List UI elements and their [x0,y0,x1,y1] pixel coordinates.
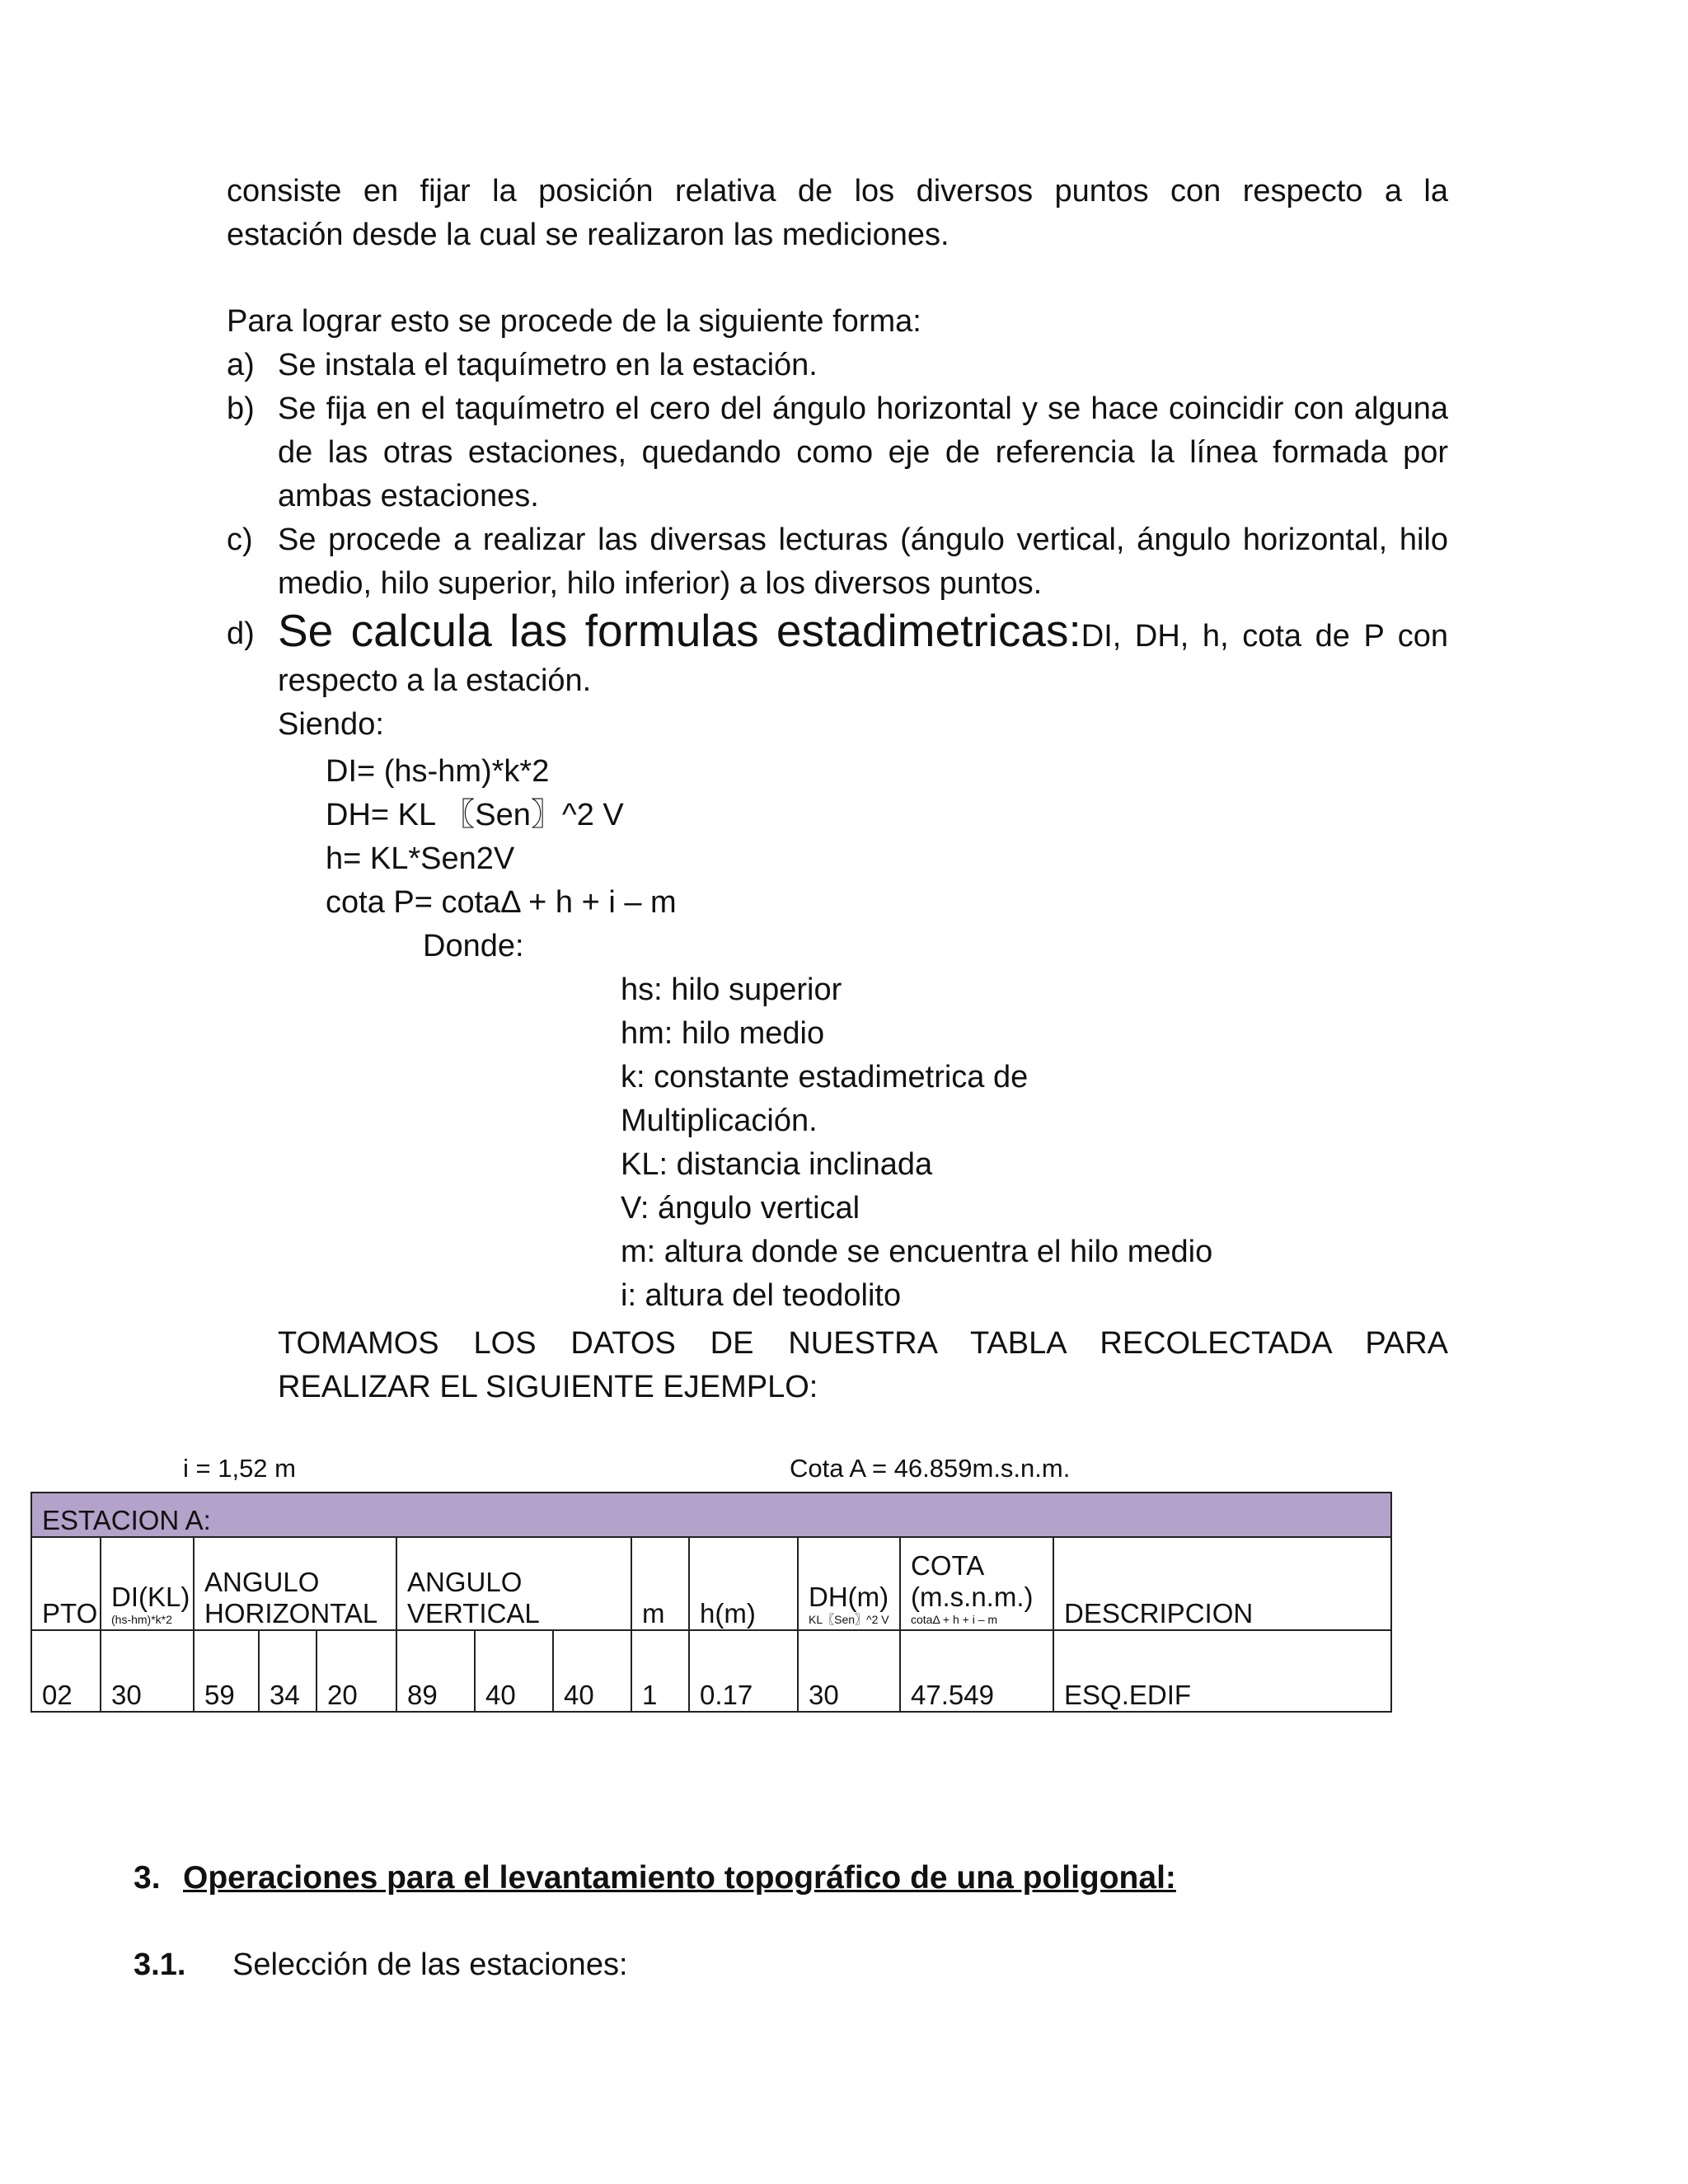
section-3-heading [134,1860,1176,1896]
list-item-c [227,518,1448,606]
station-label: ESTACION A: [31,1493,1391,1537]
tomamos-line-1: TOMAMOS LOS DATOS DE NUESTRA TABLA RECOLECTADA PARA [278,1326,1448,1361]
station-row [31,1493,1391,1537]
cell-ah-sec: 20 [316,1630,396,1712]
intro-line-1: consiste en fijar la posición relativa de los diversos puntos con respecto a la [227,174,1448,209]
list-item-d-line-1 [278,607,1448,659]
cell-ah-deg: 59 [194,1630,259,1712]
header-cota-formula: cotaΔ + h + i – m [911,1613,998,1626]
procedure-list [227,344,1448,747]
header-di-formula: (hs-hm)*k*2 [111,1613,172,1626]
header-descripcion: DESCRIPCION [1053,1537,1391,1630]
intro-paragraph [227,170,1448,257]
cell-m: 1 [631,1630,689,1712]
section-3-1-number: 3.1. [134,1947,186,1982]
list-marker: a) [227,348,255,382]
cell-av-min: 40 [475,1630,553,1712]
header-angulo-vertical [396,1537,631,1630]
list-item-text: Se procede a realizar las diversas lecturas (ángulo vertical, ángulo horizontal, hilo medio, hilo superior, hilo inferior) a los diversos puntos. [278,523,1448,601]
station-cota: Cota A = 46.859m.s.n.m. [790,1454,1071,1483]
legend-item: hm: hilo medio [621,1016,825,1051]
header-cota-mid: (m.s.n.m.) [911,1582,1034,1612]
formula-di: DI= (hs-hm)*k*2 [326,754,550,789]
header-ah-bottom: HORIZONTAL [204,1598,378,1629]
tomamos-line-2: REALIZAR EL SIGUIENTE EJEMPLO: [278,1370,818,1404]
section-3-number: 3. [134,1860,161,1896]
formula-h: h= KL*Sen2V [326,841,515,876]
header-m: m [631,1537,689,1630]
header-cota [900,1537,1053,1630]
section-3-1-heading [134,1947,628,1983]
header-dh [798,1537,900,1630]
header-dh-formula: KL〖Sen〗^2 V [809,1613,889,1626]
list-marker: b) [227,391,255,426]
survey-table [30,1492,1392,1713]
header-di-label: DI(KL) [111,1582,190,1612]
siendo-label: Siendo: [278,707,384,742]
tomamos-paragraph [278,1322,1448,1409]
legend-item: Multiplicación. [621,1104,818,1138]
donde-label: Donde: [423,929,524,963]
cell-av-sec: 40 [553,1630,631,1712]
header-cota-top: COTA [911,1550,985,1581]
list-item-d-line-2: respecto a la estación. [278,663,592,698]
header-angulo-horizontal [194,1537,396,1630]
list-item-d-rest-text: DI, DH, h, cota de P con [1081,619,1448,654]
header-ah-top: ANGULO [204,1567,320,1597]
procedure-lead: Para lograr esto se procede de la siguiente forma: [227,304,921,339]
cell-cota: 47.549 [900,1630,1053,1712]
legend-item: hs: hilo superior [621,972,842,1007]
instrument-height: i = 1,52 m [183,1454,296,1483]
cell-descripcion: ESQ.EDIF [1053,1630,1391,1712]
list-item-a [227,344,1448,387]
cell-ah-min: 34 [259,1630,316,1712]
header-av-bottom: VERTICAL [407,1598,540,1629]
list-item-text: Se instala el taquímetro en la estación. [278,348,818,382]
header-dh-label: DH(m) [809,1582,889,1612]
cell-dh: 30 [798,1630,900,1712]
legend-item: m: altura donde se encuentra el hilo medio [621,1235,1213,1269]
formula-list [326,750,677,925]
list-item-text: Se fija en el taquímetro el cero del ángulo horizontal y se hace coincidir con alguna de las otras estaciones, quedando como eje de referencia la línea formada por ambas estaciones. [278,391,1448,513]
table-header-row [31,1537,1391,1630]
header-h: h(m) [689,1537,798,1630]
list-item-d [227,607,1448,747]
list-marker: c) [227,523,253,557]
header-di [101,1537,194,1630]
cell-av-deg: 89 [396,1630,475,1712]
cell-di: 30 [101,1630,194,1712]
header-av-top: ANGULO [407,1567,523,1597]
list-item-b [227,387,1448,518]
section-3-1-title: Selección de las estaciones: [232,1947,628,1982]
legend-item: i: altura del teodolito [621,1278,902,1313]
cell-h: 0.17 [689,1630,798,1712]
formula-dh: DH= KL 〖Sen〗^2 V [326,798,624,832]
list-item-d-big-text: Se calcula las formulas estadimetricas: [278,605,1081,656]
section-3-title: Operaciones para el levantamiento topográfico de una poligonal: [183,1860,1176,1896]
variable-legend [621,968,1212,1318]
list-marker: d) [227,616,255,651]
legend-item: V: ángulo vertical [621,1191,860,1226]
formula-cota: cota P= cotaΔ + h + i – m [326,885,677,920]
intro-line-2: estación desde la cual se realizaron las mediciones. [227,218,950,252]
header-pto: PTO [31,1537,101,1630]
cell-pto: 02 [31,1630,101,1712]
legend-item: k: constante estadimetrica de [621,1060,1029,1094]
table-row [31,1630,1391,1712]
legend-item: KL: distancia inclinada [621,1147,933,1182]
